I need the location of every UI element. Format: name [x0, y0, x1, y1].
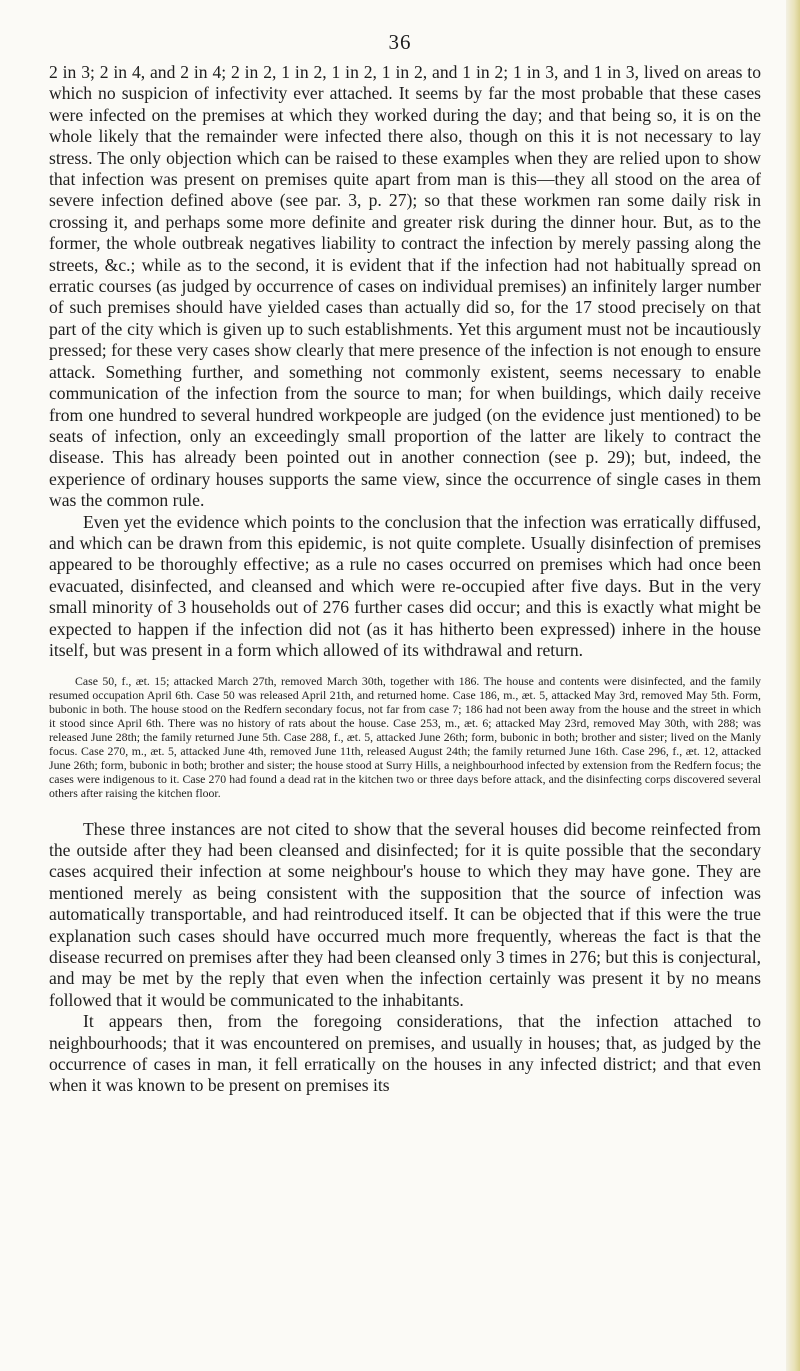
- paragraph-2: Even yet the evidence which points to the conclusion that the infection was erratically diffused, and which can be drawn from this epidemic, is not quite complete. Usually disinfection of premises appeared to be thoroughly effective; as a rule no cases occurred on premises which had once been evacuated, disinfected, and cleansed and which were re-occupied after five days. But in the very small minority of 3 households out of 276 further cases did occur; and this is exactly what might be expected to happen if the infection did not (as it has hitherto been expressed) inhere in the house itself, but was present in a form which allowed of its withdrawal and return.: [49, 511, 761, 660]
- page-edge: [786, 0, 800, 1371]
- paragraph-1: 2 in 3; 2 in 4, and 2 in 4; 2 in 2, 1 in 2, 1 in 2, 1 in 2, and 1 in 2; 1 in 3, and 1 in 3, lived on areas to which no suspicion of infectivity ever attached. It seems by far the most probable that these cases were infected on the premises at which they worked during the day; and that being so, it is on the whole likely that the remainder were infected there also, though on this it is not necessary to lay stress. The only objection which can be raised to these examples when they are relied upon to show that infection was present on premises quite apart from man is this—they all stood on the area of severe infection defined above (see par. 3, p. 27); so that these workmen ran some daily risk in crossing it, and perhaps some more definite and greater risk during the dinner hour. But, as to the former, the whole outbreak negatives liability to contract the infection by merely passing along the streets, &c.; while as to the second, it is evident that if the infection had not habitually spread on erratic courses (as judged by occurrence of cases on individual premises) an infinitely larger number of such premises should have yielded cases than actually did so, for the 17 stood precisely on that part of the city which is given up to such establishments. Yet this argument must not be incautiously pressed; for these very cases show clearly that mere presence of the infection is not enough to ensure attack. Something further, and something not commonly existent, seems necessary to enable communication of the infection from the source to man; for when buildings, which daily receive from one hundred to several hundred workpeople are judged (on the evidence just mentioned) to be seats of infection, only an exceedingly small proportion of the latter are likely to contract the disease. This has already been pointed out in another connection (see p. 29); but, indeed, the experience of ordinary houses supports the same view, since the occurrence of single cases in them was the common rule.: [49, 62, 761, 511]
- paragraph-3: These three instances are not cited to show that the several houses did become reinfected from the outside after they had been cleansed and disinfected; for it is quite possible that the secondary cases acquired their infection at some neighbour's house to which they may have gone. They are mentioned merely as being consistent with the supposition that the source of infection was automatically transportable, and had reintroduced itself. It can be objected that if this were the true explanation such cases should have occurred much more frequently, whereas the fact is that the disease recurred on premises after they had been cleansed only 3 times in 276; but this is conjectural, and may be met by the reply that even when the infection certainly was present it by no means followed that it would be communicated to the inhabitants.: [49, 818, 761, 1010]
- body-text: [49, 62, 761, 1097]
- case-notes: Case 50, f., æt. 15; attacked March 27th, removed March 30th, together with 186. The house and contents were disinfected, and the family resumed occupation April 6th. Case 50 was released April 21th, and returned home. Case 186, m., æt. 5, attacked May 3rd, removed May 5th. Form, bubonic in both. The house stood on the Redfern secondary focus, not far from case 7; 186 had not been away from the house and the street in which it stood since April 6th. There was no history of rats about the house. Case 253, m., æt. 6; attacked May 23rd, removed May 30th, with 288; was released June 28th; the family returned June 5th. Case 288, f., æt. 5, attacked June 26th; form, bubonic in both; brother and sister; lived on the Manly focus. Case 270, m., æt. 5, attacked June 4th, removed June 11th, released August 24th; the family returned June 16th. Case 296, f., æt. 12, attacked June 26th; form, bubonic in both; brother and sister; the house stood at Surry Hills, a neighbourhood infected by extension from the Redfern focus; the cases were indigenous to it. Case 270 had found a dead rat in the kitchen two or three days before attack, and the disinfecting corps discovered several others after raising the kitchen floor.: [49, 674, 761, 800]
- paragraph-4: It appears then, from the foregoing considerations, that the infection attached to neighbourhoods; that it was encountered on premises, and usually in houses; that, as judged by the occurrence of cases in man, it fell erratically on the houses in any infected district; and that even when it was known to be present on premises its: [49, 1011, 761, 1096]
- page-number: 36: [388, 30, 412, 54]
